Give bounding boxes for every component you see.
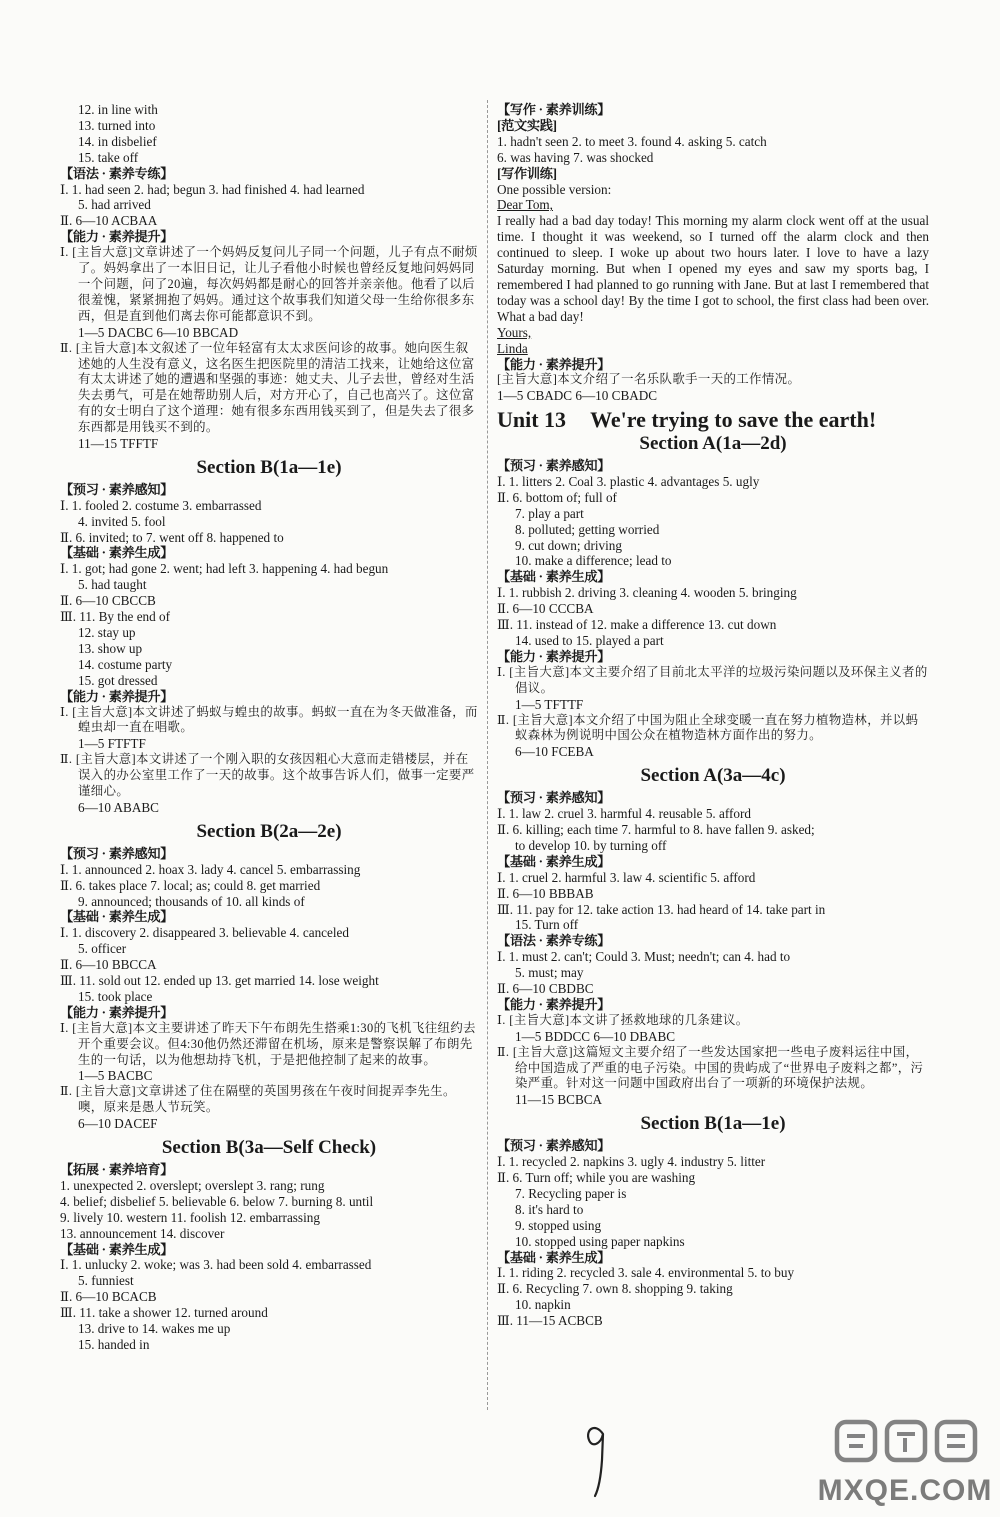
category-label: 【能力 · 素养提升】 xyxy=(497,996,611,1012)
answer-line: 13. show up xyxy=(78,640,143,656)
answer-line: Ⅱ. 6. killing; each time 7. harmful to 8. have fallen 9. asked; xyxy=(497,821,815,837)
essay-paragraph: I really had a bad day today! This morning my alarm clock went off at the usual time. I thought it was weekend, so I turned off the alarm clock and then continued to sleep. I woke up about two hours later. I love to have a lazy Saturday morning. But when I opened my eyes and saw my sports bag, I remembered I had planned to go running with Jane. But at last I remembered that today was a school day! By the time I got to school, the first class had been over. What a bad day! xyxy=(497,213,929,324)
summary-paragraph: Ⅱ. [主旨大意]本文介绍了中国为阻止全球变暖一直在努力植物造林，并以蚂蚁森林为例说明中国公众在植物造林方面作出的努力。 xyxy=(497,712,919,743)
watermark-text: MXQE.COM xyxy=(817,1474,993,1507)
category-label: 【基础 · 素养生成】 xyxy=(497,569,611,585)
section-heading: Section B(1a—1e) xyxy=(640,1113,786,1135)
category-label: 【基础 · 素养生成】 xyxy=(497,853,611,869)
answer-line: 15. got dressed xyxy=(78,672,158,688)
summary-paragraph: Ⅱ. [主旨大意]本文讲述了一个刚入职的女孩因粗心大意而走错楼层，并在误入的办公室里工作了一天的故事。这个故事告诉人们，做事一定要严谨细心。 xyxy=(60,752,475,799)
answer-line: 15. took place xyxy=(78,988,153,1004)
answer-line: Ⅰ. 1. recycled 2. napkins 3. ugly 4. industry 5. litter xyxy=(497,1154,766,1170)
answer-line: 4. invited 5. fool xyxy=(78,513,166,529)
answer-line: 6—10 DACEF xyxy=(78,1116,158,1132)
answer-line: 10. stopped using paper napkins xyxy=(515,1233,685,1249)
answer-line: 13. drive to 14. wakes me up xyxy=(78,1321,231,1337)
answer-line: Ⅲ. 11. By the end of xyxy=(60,609,171,625)
category-label: 【能力 · 素养提升】 xyxy=(60,229,174,245)
answer-line: 15. handed in xyxy=(78,1336,150,1352)
answer-line: 6—10 ABABC xyxy=(78,799,159,815)
category-label: 【能力 · 素养提升】 xyxy=(497,648,611,664)
handwritten-page-number xyxy=(583,1420,609,1500)
answer-line: Ⅱ. 6. invited; to 7. went off 8. happened to xyxy=(60,529,284,545)
summary-paragraph: Ⅰ. [主旨大意]本文主要介绍了目前北太平洋的垃圾污染问题以及环保主义者的倡议。 xyxy=(497,664,928,695)
category-label: 【基础 · 素养生成】 xyxy=(60,909,174,925)
answer-line: 1—5 TFTTF xyxy=(515,696,584,712)
answer-line: Ⅱ. 6—10 ACBAA xyxy=(60,213,158,229)
answer-line: 9. cut down; driving xyxy=(515,537,622,553)
answer-line: 5. funniest xyxy=(78,1273,134,1289)
answer-line: 15. take off xyxy=(78,149,139,165)
answer-line: Ⅰ. 1. announced 2. hoax 3. lady 4. cancel 5. embarrassing xyxy=(60,861,361,877)
section-heading: Section A(1a—2d) xyxy=(639,433,787,455)
answer-line: 9. stopped using xyxy=(515,1217,602,1233)
left-column xyxy=(60,102,478,1353)
answer-line: 13. turned into xyxy=(78,117,156,133)
summary-paragraph: Ⅱ. [主旨大意]本文叙述了一位年轻富有太太求医问诊的故事。她向医生叙述她的人生没有意义，这名医生把医院里的清洁工找来，让她给这位富有太太讲述了她的遭遇和坚强的事迹：她丈夫、儿子去世，曾经对生活失去勇气，可是在她帮助别人后，对方开心了，自己也高兴了。这位富有的女士明白了这个道理：她有很多东西用钱买到了，但是失去了很多东西都是用钱买不到的。 xyxy=(60,340,475,435)
answer-line: 9. lively 10. western 11. foolish 12. embarrassing xyxy=(60,1209,320,1225)
answer-line: 1—5 FTFTF xyxy=(78,736,146,752)
answer-line: 7. Recycling paper is xyxy=(515,1185,627,1201)
summary-paragraph: Ⅱ. [主旨大意]这篇短文主要介绍了一些发达国家把一些电子废料运往中国，给中国造成了严重的电子污染。中国的贵屿成了“世界电子废料之都”，污染严重。针对这一问题中国政府出台了一项新的环境保护法规。 xyxy=(497,1044,924,1091)
answer-line: to develop 10. by turning off xyxy=(515,837,667,853)
category-label: [写作训练] xyxy=(497,165,557,181)
answer-line: 1—5 BACBC xyxy=(78,1068,153,1084)
answer-line: 12. stay up xyxy=(78,625,136,640)
answer-line: Ⅱ. 6—10 BBCCA xyxy=(60,957,157,973)
answer-line: Ⅰ. 1. discovery 2. disappeared 3. believable 4. canceled xyxy=(60,925,349,941)
answer-line: 1. unexpected 2. overslept; overslept 3. rang; rung xyxy=(60,1177,325,1193)
unit-number: Unit 13 xyxy=(497,407,567,433)
section-heading: Section A(3a—4c) xyxy=(640,765,786,787)
answer-line: Ⅱ. 6—10 BCACB xyxy=(60,1289,157,1305)
answer-line: 14. costume party xyxy=(78,656,173,672)
answer-line: 15. Turn off xyxy=(515,917,579,933)
unit-title xyxy=(497,407,929,433)
answer-line: 9. announced; thousands of 10. all kinds of xyxy=(78,893,305,909)
category-label: 【基础 · 素养生成】 xyxy=(497,1249,611,1265)
answer-line: 1. hadn't seen 2. to meet 3. found 4. asking 5. catch xyxy=(497,133,767,149)
category-label: 【基础 · 素养生成】 xyxy=(60,545,174,561)
answer-line: Linda xyxy=(497,340,528,356)
answer-line: 14. in disbelief xyxy=(78,133,157,149)
answer-line: 11—15 BCBCA xyxy=(515,1092,603,1108)
answer-line: 4. belief; disbelief 5. believable 6. below 7. burning 8. until xyxy=(60,1193,374,1209)
column-divider xyxy=(487,100,488,1410)
category-label: 【语法 · 素养专练】 xyxy=(60,165,174,181)
answer-line: Ⅰ. 1. riding 2. recycled 3. sale 4. environmental 5. to buy xyxy=(497,1265,795,1281)
answer-line: 6. was having 7. was shocked xyxy=(497,149,654,165)
answer-line: 1—5 DACBC 6—10 BBCAD xyxy=(78,324,239,340)
answer-line: 1—5 CBADC 6—10 CBADC xyxy=(497,388,658,404)
answer-line: 5. had arrived xyxy=(78,197,151,213)
answer-line: Ⅱ. 6. Turn off; while you are washing xyxy=(497,1170,696,1185)
answer-line: Ⅱ. 6—10 CBDBC xyxy=(497,981,594,997)
section-heading: Section B(3a—Self Check) xyxy=(161,1137,377,1159)
answer-line: Ⅲ. 11—15 ACBCB xyxy=(497,1313,603,1329)
answer-line: Ⅰ. 1. got; had gone 2. went; had left 3. happening 4. had begun xyxy=(60,561,389,577)
answer-line: Ⅲ. 11. take a shower 12. turned around xyxy=(60,1305,268,1321)
answer-line: Ⅱ. 6. takes place 7. local; as; could 8. get married xyxy=(60,877,321,893)
answer-line: 7. play a part xyxy=(515,505,584,521)
answer-line: 12. in line with xyxy=(78,102,158,117)
answer-line: Ⅰ. 1. litters 2. Coal 3. plastic 4. advantages 5. ugly xyxy=(497,473,760,489)
right-column xyxy=(497,102,929,1329)
answer-line: 13. announcement 14. discover xyxy=(60,1225,225,1241)
summary-paragraph: [主旨大意]本文介绍了一名乐队歌手一天的工作情况。 xyxy=(497,372,801,387)
answer-line: Ⅰ. 1. must 2. can't; Could 3. Must; needn't; can 4. had to xyxy=(497,949,791,965)
answer-line: Ⅲ. 11. sold out 12. ended up 13. get married 14. lose weight xyxy=(60,973,379,989)
answer-line: Ⅰ. 1. fooled 2. costume 3. embarrassed xyxy=(60,497,262,513)
answer-line: 10. napkin xyxy=(515,1297,571,1313)
answer-line: Ⅰ. 1. had seen 2. had; begun 3. had finished 4. had learned xyxy=(60,181,365,197)
category-label: 【预习 · 素养感知】 xyxy=(497,790,611,806)
answer-line: Ⅱ. 6—10 CBCCB xyxy=(60,593,156,609)
answer-line: 14. used to 15. played a part xyxy=(515,633,664,648)
category-label: 【写作 · 素养训练】 xyxy=(497,102,611,117)
section-heading: Section B(1a—1e) xyxy=(196,456,342,478)
category-label: 【能力 · 素养提升】 xyxy=(497,356,611,372)
answer-line: Ⅱ. 6. Recycling 7. own 8. shopping 9. taking xyxy=(497,1281,733,1297)
answer-line: Ⅰ. 1. unlucky 2. woke; was 3. had been sold 4. embarrassed xyxy=(60,1257,372,1273)
answer-line: Dear Tom, xyxy=(497,197,553,213)
unit-name: We're trying to save the earth! xyxy=(590,407,877,433)
answer-line: 11—15 TFFTF xyxy=(78,436,159,452)
answer-line: 5. had taught xyxy=(78,577,147,593)
answer-line: Ⅱ. 6. bottom of; full of xyxy=(497,489,617,505)
answer-line: 6—10 FCEBA xyxy=(515,744,594,760)
category-label: 【语法 · 素养专练】 xyxy=(497,933,611,949)
category-label: 【预习 · 素养感知】 xyxy=(60,845,174,861)
category-label: 【预习 · 素养感知】 xyxy=(497,1138,611,1154)
category-label: 【能力 · 素养提升】 xyxy=(60,1004,174,1020)
category-label: 【拓展 · 素养培育】 xyxy=(60,1162,174,1177)
summary-paragraph: Ⅰ. [主旨大意]本文主要讲述了昨天下午布朗先生搭乘1:30的飞机飞往纽约去开个重要会议。但4:30他仍然还滞留在机场，原来是警察误解了布朗先生的一句话，以为他想劫持飞机，于是把他控制了起来的故事。 xyxy=(60,1020,476,1067)
answer-line: One possible version: xyxy=(497,181,612,197)
category-label: 【预习 · 素养感知】 xyxy=(60,481,174,497)
answer-line: Ⅰ. 1. rubbish 2. driving 3. cleaning 4. wooden 5. bringing xyxy=(497,585,797,601)
summary-paragraph: Ⅱ. [主旨大意]文章讲述了住在隔壁的英国男孩在午夜时间捉弄李先生。噢，原来是愚人节玩笑。 xyxy=(60,1084,456,1115)
category-label: 【能力 · 素养提升】 xyxy=(60,688,174,704)
answer-line: Ⅱ. 6—10 CCCBA xyxy=(497,601,594,617)
answer-line: Ⅲ. 11. pay for 12. take action 13. had heard of 14. take part in xyxy=(497,901,826,917)
answer-line: 10. make a difference; lead to xyxy=(515,553,672,569)
answer-line: 1—5 BDDCC 6—10 DBABC xyxy=(515,1028,676,1044)
answer-line: 8. polluted; getting worried xyxy=(515,521,660,537)
category-label: 【预习 · 素养感知】 xyxy=(497,458,611,474)
answer-line: Ⅲ. 11. instead of 12. make a difference 13. cut down xyxy=(497,617,777,633)
answer-line: 5. officer xyxy=(78,941,127,957)
answer-line: Ⅰ. 1. law 2. cruel 3. harmful 4. reusable 5. afford xyxy=(497,806,751,822)
category-label: 【基础 · 素养生成】 xyxy=(60,1241,174,1257)
answer-line: Yours, xyxy=(497,324,532,340)
category-label: [范文实践] xyxy=(497,117,557,133)
summary-paragraph: Ⅰ. [主旨大意]本文讲了拯救地球的几条建议。 xyxy=(497,1012,749,1027)
section-heading: Section B(2a—2e) xyxy=(196,820,342,842)
watermark-logo xyxy=(815,1416,995,1512)
answer-line: 8. it's hard to xyxy=(515,1201,584,1217)
answer-line: 5. must; may xyxy=(515,965,584,981)
answer-line: Ⅱ. 6—10 BBBAB xyxy=(497,885,594,901)
summary-paragraph: Ⅰ. [主旨大意]文章讲述了一个妈妈反复问儿子同一个问题，儿子有点不耐烦了。妈妈拿出了一本旧日记，让儿子看他小时候也曾经反复地问妈妈同一个问题，问了20遍，每次妈妈都是耐心的回答并亲亲他。他看了以后很羞愧，紧紧拥抱了妈妈。通过这个故事我们知道父母一生给你很多东西，但是直到他们离去你可能都意识不到。 xyxy=(60,245,478,323)
answer-line: Ⅰ. 1. cruel 2. harmful 3. law 4. scientific 5. afford xyxy=(497,869,756,885)
summary-paragraph: Ⅰ. [主旨大意]本文讲述了蚂蚁与蝗虫的故事。蚂蚁一直在为冬天做准备，而蝗虫却一直在唱歌。 xyxy=(60,704,478,735)
